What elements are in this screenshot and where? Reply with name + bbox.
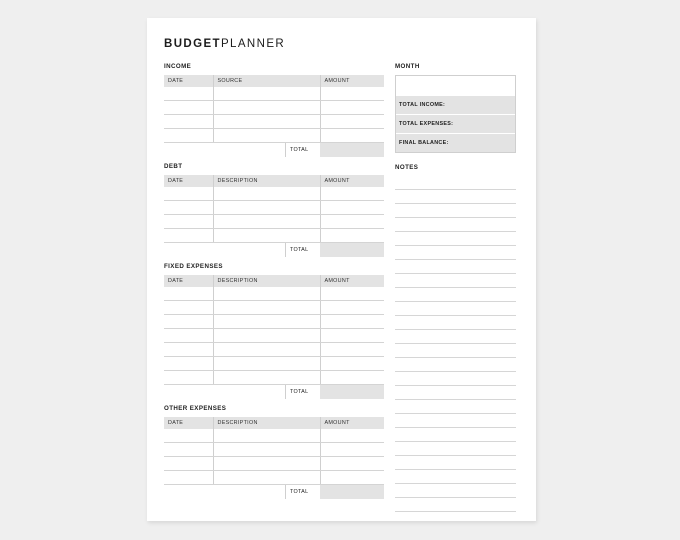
table-row (164, 229, 384, 243)
amount-cell[interactable] (320, 129, 384, 143)
note-line[interactable] (395, 274, 516, 288)
description-cell[interactable] (213, 429, 320, 443)
other-expenses-total-label: TOTAL (285, 485, 320, 499)
fixed-expenses-total-label: TOTAL (285, 385, 320, 399)
table-row (164, 315, 384, 329)
debt-section (164, 163, 384, 257)
table-row (164, 343, 384, 357)
description-cell[interactable] (213, 471, 320, 485)
amount-cell[interactable] (320, 215, 384, 229)
note-line[interactable] (395, 400, 516, 414)
table-row (164, 443, 384, 457)
table-row (164, 87, 384, 101)
title-light: PLANNER (220, 38, 286, 50)
table-row (164, 371, 384, 385)
table-row (164, 301, 384, 315)
description-cell[interactable] (213, 287, 320, 301)
debt-header-description: DESCRIPTION (213, 175, 320, 187)
table-row (164, 201, 384, 215)
table-row (164, 471, 384, 485)
debt-total-row (164, 243, 384, 257)
note-line[interactable] (395, 260, 516, 274)
note-line[interactable] (395, 288, 516, 302)
note-line[interactable] (395, 302, 516, 316)
other-expenses-table (164, 417, 384, 485)
income-total-label: TOTAL (285, 143, 320, 157)
note-line[interactable] (395, 470, 516, 484)
date-cell[interactable] (164, 301, 213, 315)
amount-cell[interactable] (320, 457, 384, 471)
date-cell[interactable] (164, 371, 213, 385)
other-header-description: DESCRIPTION (213, 417, 320, 429)
other-header-amount: AMOUNT (320, 417, 384, 429)
date-cell[interactable] (164, 201, 213, 215)
planner-page (147, 18, 536, 521)
note-line[interactable] (395, 176, 516, 190)
total-expenses-label: TOTAL EXPENSES: (396, 114, 515, 133)
note-line[interactable] (395, 232, 516, 246)
date-cell[interactable] (164, 287, 213, 301)
note-line[interactable] (395, 386, 516, 400)
table-row (164, 215, 384, 229)
description-cell[interactable] (213, 301, 320, 315)
month-title: MONTH (395, 63, 420, 70)
fixed-header-amount: AMOUNT (320, 275, 384, 287)
date-cell[interactable] (164, 229, 213, 243)
debt-total-label: TOTAL (285, 243, 320, 257)
table-row (164, 187, 384, 201)
debt-header-date: DATE (164, 175, 213, 187)
amount-cell[interactable] (320, 101, 384, 115)
amount-cell[interactable] (320, 187, 384, 201)
note-line[interactable] (395, 316, 516, 330)
other-expenses-total-field[interactable] (320, 485, 384, 499)
document-title (164, 38, 285, 50)
note-line[interactable] (395, 498, 516, 512)
description-cell[interactable] (213, 457, 320, 471)
date-cell[interactable] (164, 443, 213, 457)
debt-header-amount: AMOUNT (320, 175, 384, 187)
description-cell[interactable] (213, 343, 320, 357)
other-expenses-section (164, 405, 384, 499)
date-cell[interactable] (164, 471, 213, 485)
amount-cell[interactable] (320, 315, 384, 329)
note-line[interactable] (395, 484, 516, 498)
income-header-source: SOURCE (213, 75, 320, 87)
income-header-date: DATE (164, 75, 213, 87)
table-row (164, 287, 384, 301)
fixed-header-description: DESCRIPTION (213, 275, 320, 287)
description-cell[interactable] (213, 357, 320, 371)
month-frame (395, 75, 516, 153)
debt-table (164, 175, 384, 243)
amount-cell[interactable] (320, 471, 384, 485)
amount-cell[interactable] (320, 301, 384, 315)
table-row (164, 457, 384, 471)
fixed-expenses-section (164, 263, 384, 399)
note-line[interactable] (395, 344, 516, 358)
date-cell[interactable] (164, 429, 213, 443)
description-cell[interactable] (213, 371, 320, 385)
note-line[interactable] (395, 330, 516, 344)
debt-title: DEBT (164, 163, 183, 170)
amount-cell[interactable] (320, 371, 384, 385)
amount-cell[interactable] (320, 429, 384, 443)
date-cell[interactable] (164, 129, 213, 143)
table-row (164, 329, 384, 343)
description-cell[interactable] (213, 87, 320, 101)
date-cell[interactable] (164, 457, 213, 471)
date-cell[interactable] (164, 343, 213, 357)
amount-cell[interactable] (320, 329, 384, 343)
income-title: INCOME (164, 63, 192, 70)
description-cell[interactable] (213, 443, 320, 457)
note-line[interactable] (395, 204, 516, 218)
fixed-header-date: DATE (164, 275, 213, 287)
income-header-amount: AMOUNT (320, 75, 384, 87)
fixed-expenses-total-row (164, 385, 384, 399)
income-total-field[interactable] (320, 143, 384, 157)
note-line[interactable] (395, 442, 516, 456)
month-field[interactable] (396, 76, 515, 95)
description-cell[interactable] (213, 187, 320, 201)
amount-cell[interactable] (320, 115, 384, 129)
notes-title: NOTES (395, 164, 419, 171)
date-cell[interactable] (164, 187, 213, 201)
description-cell[interactable] (213, 129, 320, 143)
description-cell[interactable] (213, 201, 320, 215)
debt-total-field[interactable] (320, 243, 384, 257)
note-line[interactable] (395, 358, 516, 372)
table-row (164, 101, 384, 115)
total-income-label: TOTAL INCOME: (396, 95, 515, 114)
date-cell[interactable] (164, 357, 213, 371)
note-line[interactable] (395, 414, 516, 428)
description-cell[interactable] (213, 329, 320, 343)
notes-lines (395, 176, 516, 512)
description-cell[interactable] (213, 101, 320, 115)
notes-section (395, 164, 516, 512)
note-line[interactable] (395, 372, 516, 386)
date-cell[interactable] (164, 329, 213, 343)
income-table (164, 75, 384, 143)
table-row (164, 115, 384, 129)
note-line[interactable] (395, 218, 516, 232)
amount-cell[interactable] (320, 287, 384, 301)
amount-cell[interactable] (320, 229, 384, 243)
amount-cell[interactable] (320, 201, 384, 215)
fixed-expenses-total-field[interactable] (320, 385, 384, 399)
description-cell[interactable] (213, 215, 320, 229)
description-cell[interactable] (213, 315, 320, 329)
date-cell[interactable] (164, 215, 213, 229)
amount-cell[interactable] (320, 443, 384, 457)
date-cell[interactable] (164, 87, 213, 101)
date-cell[interactable] (164, 101, 213, 115)
other-expenses-total-row (164, 485, 384, 499)
note-line[interactable] (395, 428, 516, 442)
description-cell[interactable] (213, 229, 320, 243)
table-row (164, 129, 384, 143)
other-expenses-title: OTHER EXPENSES (164, 405, 227, 412)
other-header-date: DATE (164, 417, 213, 429)
table-row (164, 357, 384, 371)
income-section (164, 63, 384, 157)
final-balance-label: FINAL BALANCE: (396, 133, 515, 152)
table-row (164, 429, 384, 443)
date-cell[interactable] (164, 315, 213, 329)
month-summary (395, 63, 516, 153)
date-cell[interactable] (164, 115, 213, 129)
amount-cell[interactable] (320, 343, 384, 357)
amount-cell[interactable] (320, 357, 384, 371)
note-line[interactable] (395, 246, 516, 260)
fixed-expenses-table (164, 275, 384, 385)
fixed-expenses-title: FIXED EXPENSES (164, 263, 223, 270)
note-line[interactable] (395, 190, 516, 204)
description-cell[interactable] (213, 115, 320, 129)
note-line[interactable] (395, 456, 516, 470)
amount-cell[interactable] (320, 87, 384, 101)
title-bold: BUDGET (164, 38, 221, 50)
income-total-row (164, 143, 384, 157)
